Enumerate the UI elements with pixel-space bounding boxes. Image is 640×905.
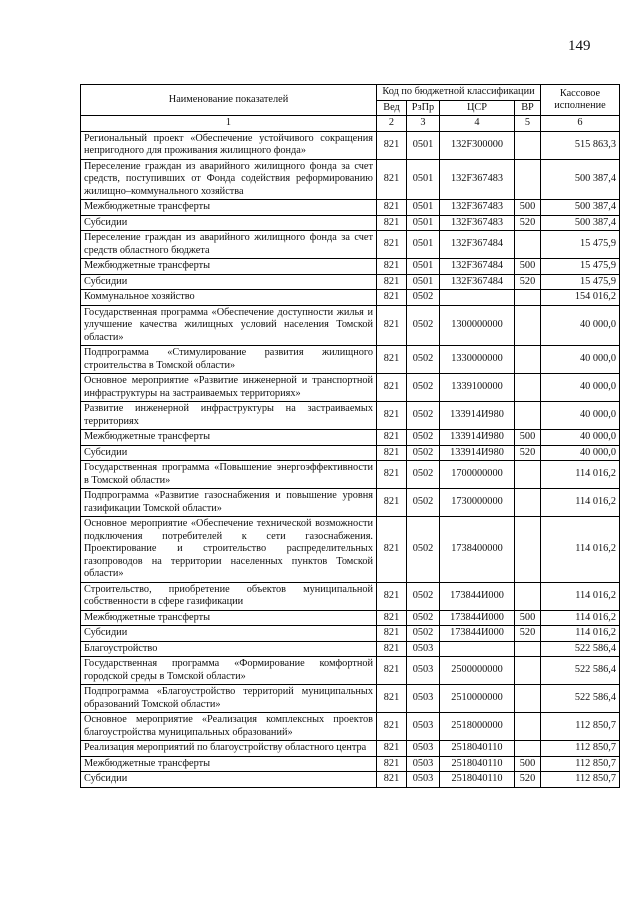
table-row — [81, 685, 620, 713]
row-rzpr: 0502 — [407, 610, 440, 626]
row-rzpr: 0501 — [407, 231, 440, 259]
header-name: Наименование показателей — [81, 85, 377, 116]
header-kassa: Кассовое исполнение — [541, 85, 620, 116]
row-rzpr: 0503 — [407, 685, 440, 713]
row-sum: 114 016,2 — [541, 582, 620, 610]
table-row — [81, 374, 620, 402]
row-ved: 821 — [377, 641, 407, 657]
row-vr: 520 — [515, 772, 541, 788]
row-csr: 1730000000 — [440, 489, 515, 517]
table-row — [81, 772, 620, 788]
row-rzpr: 0502 — [407, 582, 440, 610]
table-row — [81, 131, 620, 159]
row-name: Региональный проект «Обеспечение устойчивого сокращения непригодного для проживания жилищного фонда» — [81, 131, 377, 159]
row-vr: 520 — [515, 274, 541, 290]
row-vr — [515, 641, 541, 657]
row-rzpr: 0501 — [407, 159, 440, 200]
table-row — [81, 402, 620, 430]
row-ved: 821 — [377, 430, 407, 446]
row-name: Переселение граждан из аварийного жилищного фонда за счет средств областного бюджета — [81, 231, 377, 259]
column-number: 2 — [377, 116, 407, 132]
row-name: Реализация мероприятий по благоустройству областного центра — [81, 741, 377, 757]
row-ved: 821 — [377, 685, 407, 713]
table-row — [81, 274, 620, 290]
row-csr: 1339100000 — [440, 374, 515, 402]
row-sum: 114 016,2 — [541, 489, 620, 517]
row-csr: 2500000000 — [440, 657, 515, 685]
row-vr — [515, 461, 541, 489]
row-vr: 500 — [515, 259, 541, 275]
row-ved: 821 — [377, 657, 407, 685]
table-row — [81, 461, 620, 489]
row-name: Развитие инженерной инфраструктуры на застраиваемых территориях — [81, 402, 377, 430]
row-csr: 132F367484 — [440, 274, 515, 290]
row-ved: 821 — [377, 741, 407, 757]
row-ved: 821 — [377, 756, 407, 772]
row-ved: 821 — [377, 215, 407, 231]
row-sum: 522 586,4 — [541, 641, 620, 657]
header-code-group: Код по бюджетной классификации — [377, 85, 541, 101]
row-ved: 821 — [377, 582, 407, 610]
table-row — [81, 259, 620, 275]
row-ved: 821 — [377, 346, 407, 374]
table-row — [81, 713, 620, 741]
table-row — [81, 517, 620, 583]
column-number: 5 — [515, 116, 541, 132]
row-vr — [515, 582, 541, 610]
column-number: 3 — [407, 116, 440, 132]
row-sum: 40 000,0 — [541, 445, 620, 461]
row-csr: 132F367483 — [440, 215, 515, 231]
row-rzpr: 0503 — [407, 641, 440, 657]
row-csr: 1738400000 — [440, 517, 515, 583]
row-ved: 821 — [377, 259, 407, 275]
row-csr: 133914И980 — [440, 430, 515, 446]
row-sum: 515 863,3 — [541, 131, 620, 159]
row-sum: 112 850,7 — [541, 772, 620, 788]
row-rzpr: 0503 — [407, 713, 440, 741]
row-vr — [515, 290, 541, 306]
row-rzpr: 0502 — [407, 346, 440, 374]
row-name: Субсидии — [81, 772, 377, 788]
row-ved: 821 — [377, 402, 407, 430]
table-row — [81, 346, 620, 374]
column-number: 1 — [81, 116, 377, 132]
row-csr — [440, 290, 515, 306]
table-row — [81, 305, 620, 346]
row-vr — [515, 685, 541, 713]
row-vr — [515, 159, 541, 200]
row-sum: 114 016,2 — [541, 626, 620, 642]
table-row — [81, 159, 620, 200]
row-name: Подпрограмма «Стимулирование развития жилищного строительства в Томской области» — [81, 346, 377, 374]
budget-table — [80, 84, 620, 788]
row-csr: 2518040110 — [440, 756, 515, 772]
row-name: Основное мероприятие «Обеспечение технической возможности подключения потребителей к сети газоснабжения. Проектирование и строительство распределительных газопроводов на территории населенных пунктов Томской области» — [81, 517, 377, 583]
row-vr — [515, 346, 541, 374]
row-vr: 500 — [515, 756, 541, 772]
row-name: Межбюджетные трансферты — [81, 259, 377, 275]
row-rzpr: 0501 — [407, 215, 440, 231]
row-csr: 173844И000 — [440, 626, 515, 642]
row-ved: 821 — [377, 159, 407, 200]
row-sum: 522 586,4 — [541, 657, 620, 685]
table-row — [81, 290, 620, 306]
row-name: Государственная программа «Повышение энергоэффективности в Томской области» — [81, 461, 377, 489]
row-csr — [440, 641, 515, 657]
row-csr: 2510000000 — [440, 685, 515, 713]
row-csr: 1700000000 — [440, 461, 515, 489]
row-csr: 2518000000 — [440, 713, 515, 741]
row-name: Государственная программа «Формирование комфортной городской среды в Томской области» — [81, 657, 377, 685]
row-ved: 821 — [377, 713, 407, 741]
table-row — [81, 489, 620, 517]
row-sum: 114 016,2 — [541, 610, 620, 626]
row-csr: 132F300000 — [440, 131, 515, 159]
row-csr: 132F367484 — [440, 259, 515, 275]
row-vr — [515, 657, 541, 685]
row-name: Субсидии — [81, 215, 377, 231]
table-row — [81, 445, 620, 461]
row-rzpr: 0503 — [407, 756, 440, 772]
row-rzpr: 0501 — [407, 131, 440, 159]
row-rzpr: 0501 — [407, 274, 440, 290]
table-row — [81, 657, 620, 685]
row-ved: 821 — [377, 131, 407, 159]
table-row — [81, 430, 620, 446]
row-name: Межбюджетные трансферты — [81, 756, 377, 772]
table-row — [81, 741, 620, 757]
row-vr — [515, 131, 541, 159]
row-sum: 112 850,7 — [541, 713, 620, 741]
row-name: Переселение граждан из аварийного жилищного фонда за счет средств, поступивших от Фонда содействия реформированию жилищно–коммунального хозяйства — [81, 159, 377, 200]
row-rzpr: 0501 — [407, 259, 440, 275]
column-number: 4 — [440, 116, 515, 132]
table-row — [81, 582, 620, 610]
row-name: Государственная программа «Обеспечение доступности жилья и улучшение качества жилищных условий населения Томской области» — [81, 305, 377, 346]
row-name: Межбюджетные трансферты — [81, 430, 377, 446]
row-csr: 173844И000 — [440, 582, 515, 610]
row-rzpr: 0502 — [407, 290, 440, 306]
row-rzpr: 0502 — [407, 626, 440, 642]
row-name: Коммунальное хозяйство — [81, 290, 377, 306]
row-sum: 500 387,4 — [541, 215, 620, 231]
header-rzpr: РзПр — [407, 100, 440, 116]
row-sum: 114 016,2 — [541, 517, 620, 583]
row-sum: 40 000,0 — [541, 305, 620, 346]
row-rzpr: 0502 — [407, 305, 440, 346]
row-ved: 821 — [377, 610, 407, 626]
row-vr — [515, 305, 541, 346]
row-vr: 520 — [515, 215, 541, 231]
row-name: Основное мероприятие «Развитие инженерной и транспортной инфраструктуры на застраиваемых территориях» — [81, 374, 377, 402]
row-csr: 2518040110 — [440, 741, 515, 757]
row-rzpr: 0502 — [407, 402, 440, 430]
table-row — [81, 200, 620, 216]
row-vr — [515, 517, 541, 583]
row-ved: 821 — [377, 461, 407, 489]
row-ved: 821 — [377, 305, 407, 346]
row-ved: 821 — [377, 290, 407, 306]
row-ved: 821 — [377, 517, 407, 583]
row-ved: 821 — [377, 274, 407, 290]
row-csr: 133914И980 — [440, 402, 515, 430]
row-sum: 40 000,0 — [541, 346, 620, 374]
table-row — [81, 641, 620, 657]
row-ved: 821 — [377, 772, 407, 788]
row-rzpr: 0503 — [407, 741, 440, 757]
header-csr: ЦСР — [440, 100, 515, 116]
table-body — [81, 131, 620, 787]
header-ved: Вед — [377, 100, 407, 116]
row-vr: 500 — [515, 200, 541, 216]
row-name: Подпрограмма «Развитие газоснабжения и повышение уровня газификации Томской области» — [81, 489, 377, 517]
row-vr — [515, 489, 541, 517]
row-rzpr: 0503 — [407, 772, 440, 788]
row-sum: 112 850,7 — [541, 741, 620, 757]
row-name: Основное мероприятие «Реализация комплексных проектов благоустройства муниципальных образований» — [81, 713, 377, 741]
row-sum: 112 850,7 — [541, 756, 620, 772]
row-sum: 15 475,9 — [541, 259, 620, 275]
row-csr: 2518040110 — [440, 772, 515, 788]
row-rzpr: 0501 — [407, 200, 440, 216]
column-numbers-row — [81, 116, 620, 132]
row-ved: 821 — [377, 200, 407, 216]
page-number: 149 — [568, 38, 591, 54]
row-vr: 500 — [515, 610, 541, 626]
row-name: Субсидии — [81, 274, 377, 290]
row-rzpr: 0502 — [407, 461, 440, 489]
row-ved: 821 — [377, 374, 407, 402]
row-csr: 132F367483 — [440, 200, 515, 216]
row-name: Благоустройство — [81, 641, 377, 657]
row-vr — [515, 741, 541, 757]
row-name: Межбюджетные трансферты — [81, 200, 377, 216]
row-ved: 821 — [377, 445, 407, 461]
row-sum: 15 475,9 — [541, 274, 620, 290]
row-sum: 40 000,0 — [541, 402, 620, 430]
row-sum: 500 387,4 — [541, 200, 620, 216]
table-row — [81, 215, 620, 231]
table-row — [81, 610, 620, 626]
row-name: Субсидии — [81, 445, 377, 461]
row-name: Подпрограмма «Благоустройство территорий муниципальных образований Томской области» — [81, 685, 377, 713]
row-vr — [515, 374, 541, 402]
row-vr: 520 — [515, 445, 541, 461]
table-row — [81, 756, 620, 772]
row-sum: 154 016,2 — [541, 290, 620, 306]
row-vr: 520 — [515, 626, 541, 642]
row-sum: 500 387,4 — [541, 159, 620, 200]
row-csr: 132F367483 — [440, 159, 515, 200]
row-vr — [515, 231, 541, 259]
row-rzpr: 0502 — [407, 374, 440, 402]
row-vr — [515, 713, 541, 741]
row-rzpr: 0502 — [407, 430, 440, 446]
table-row — [81, 626, 620, 642]
row-sum: 40 000,0 — [541, 430, 620, 446]
row-name: Межбюджетные трансферты — [81, 610, 377, 626]
row-ved: 821 — [377, 231, 407, 259]
row-sum: 522 586,4 — [541, 685, 620, 713]
column-number: 6 — [541, 116, 620, 132]
row-csr: 132F367484 — [440, 231, 515, 259]
row-rzpr: 0503 — [407, 657, 440, 685]
row-csr: 1300000000 — [440, 305, 515, 346]
row-rzpr: 0502 — [407, 445, 440, 461]
row-sum: 15 475,9 — [541, 231, 620, 259]
row-vr — [515, 402, 541, 430]
row-rzpr: 0502 — [407, 489, 440, 517]
row-ved: 821 — [377, 626, 407, 642]
row-rzpr: 0502 — [407, 517, 440, 583]
table-row — [81, 231, 620, 259]
row-name: Субсидии — [81, 626, 377, 642]
row-sum: 40 000,0 — [541, 374, 620, 402]
row-csr: 1330000000 — [440, 346, 515, 374]
row-csr: 133914И980 — [440, 445, 515, 461]
row-vr: 500 — [515, 430, 541, 446]
row-ved: 821 — [377, 489, 407, 517]
row-name: Строительство, приобретение объектов муниципальной собственности в сфере газификации — [81, 582, 377, 610]
row-sum: 114 016,2 — [541, 461, 620, 489]
header-vr: ВР — [515, 100, 541, 116]
row-csr: 173844И000 — [440, 610, 515, 626]
